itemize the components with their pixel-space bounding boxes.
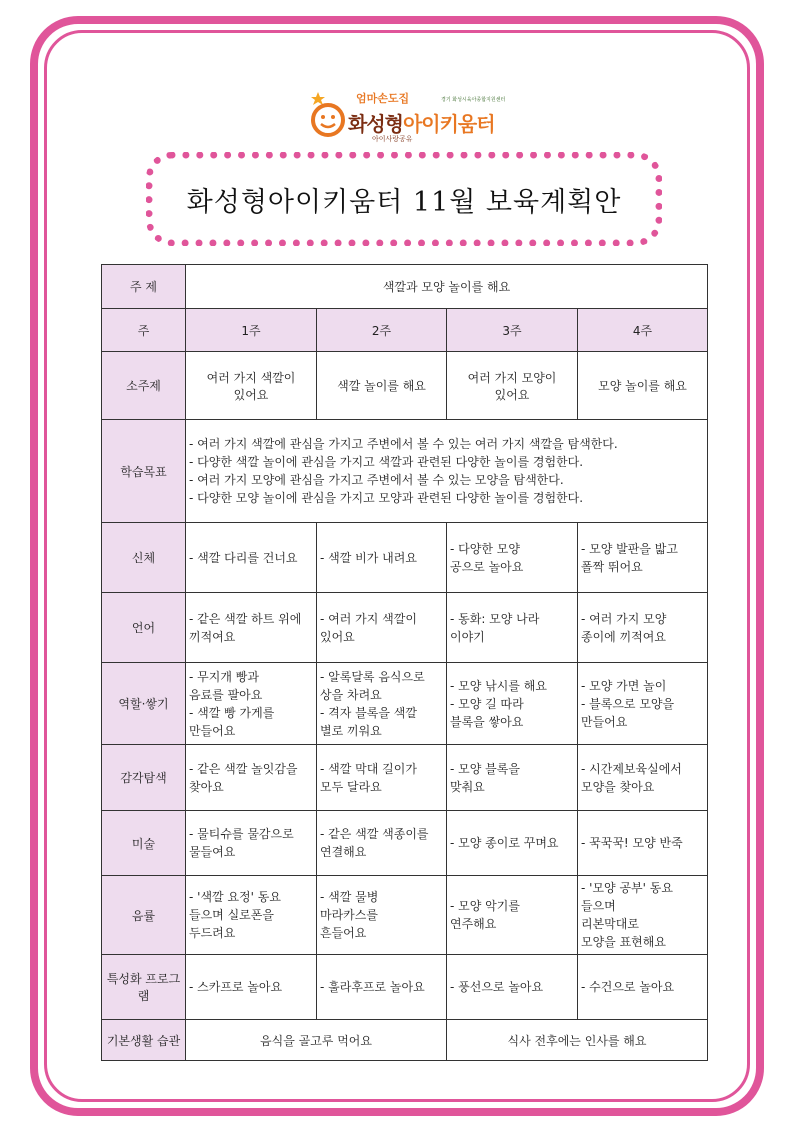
activity-cell <box>186 593 317 663</box>
cell-line: 만들어요 <box>189 723 236 738</box>
week-4-header: 4주 <box>578 309 708 352</box>
week-2-header: 2주 <box>317 309 447 352</box>
subtheme-week-4 <box>578 352 708 420</box>
subtheme-row <box>102 352 708 420</box>
activity-cell <box>317 745 447 811</box>
theme-row <box>102 265 708 309</box>
activity-cell <box>317 663 447 745</box>
cell-line: 찾아요 <box>189 779 224 794</box>
cell-line: - 모양 낚시를 해요 <box>450 678 547 693</box>
cell-line: - 모양 가면 놀이 <box>581 678 667 693</box>
cell-line: 모두 달라요 <box>320 779 382 794</box>
week-1-header: 1주 <box>186 309 317 352</box>
activity-cell <box>578 811 708 876</box>
weeks-label: 주 <box>102 309 186 352</box>
cell-line: - '모양 공부' 동요 <box>581 881 673 895</box>
habits-label: 기본생활 습관 <box>102 1020 186 1061</box>
cell-line: - '색깔 요정' 동요 <box>189 890 281 904</box>
activity-cell <box>186 811 317 876</box>
activity-label: 감각탐색 <box>102 745 186 811</box>
goal-line: - 다양한 색깔 놀이에 관심을 가지고 색깔과 관련된 다양한 놀이를 경험한다. <box>189 455 584 469</box>
cell-line: 물들여요 <box>189 845 236 859</box>
cell-line: 연결해요 <box>320 845 367 859</box>
activity-cell <box>578 523 708 593</box>
subtheme-line: 있어요 <box>233 387 269 402</box>
cell-line: 공으로 놀아요 <box>450 559 524 574</box>
activity-cell <box>317 523 447 593</box>
cell-line: - 같은 색깔 놀잇감을 <box>189 761 298 776</box>
activity-cell <box>317 876 447 955</box>
activity-row-sensory <box>102 745 708 811</box>
activity-cell <box>317 593 447 663</box>
activity-label: 신체 <box>102 523 186 593</box>
goal-line: - 여러 가지 모양에 관심을 가지고 주변에서 볼 수 있는 모양을 탐색한다. <box>189 473 564 487</box>
goals-content <box>186 420 708 523</box>
activity-label: 음률 <box>102 876 186 955</box>
cell-line: - 풍선으로 놀아요 <box>450 980 544 994</box>
smiley-logo-icon <box>306 90 350 138</box>
cell-line: - 여러 가지 모양 <box>581 611 667 626</box>
cell-line: - 색깔 다리를 건너요 <box>189 550 298 565</box>
activity-label: 특성화 프로그램 <box>102 955 186 1020</box>
cell-line: 두드려요 <box>189 926 236 940</box>
activity-cell <box>578 955 708 1020</box>
cell-line: - 모양 길 따라 <box>450 696 524 711</box>
cell-line: 끼적여요 <box>189 629 236 644</box>
cell-line: - 꾹꾹꾹! 모양 반죽 <box>581 836 683 850</box>
activity-label: 미술 <box>102 811 186 876</box>
cell-line: - 블록으로 모양을 <box>581 696 675 711</box>
goals-label: 학습목표 <box>102 420 186 523</box>
activity-cell <box>186 955 317 1020</box>
cell-line: - 격자 블록을 색깔 <box>320 705 417 720</box>
habits-value-1: 음식을 골고루 먹어요 <box>186 1020 447 1061</box>
weeks-row <box>102 309 708 352</box>
subtheme-line: 있어요 <box>494 387 530 402</box>
week-3-header: 3주 <box>447 309 578 352</box>
cell-line: 흔들어요 <box>320 926 367 940</box>
logo-tagline: 엄마손도집 <box>356 92 410 105</box>
cell-line: 종이에 끼적여요 <box>581 629 666 644</box>
cell-line: - 여러 가지 색깔이 <box>320 611 417 626</box>
cell-line: 마라카스를 <box>320 908 378 922</box>
activity-row-roleplay <box>102 663 708 745</box>
cell-line: - 시간제보육실에서 <box>581 761 682 776</box>
plan-table <box>101 264 708 1061</box>
goals-row <box>102 420 708 523</box>
activity-label: 역할·쌓기 <box>102 663 186 745</box>
cell-line: 모양을 표현해요 <box>581 935 666 949</box>
activity-row-special-program <box>102 955 708 1020</box>
cell-line: 이야기 <box>450 629 485 644</box>
subtheme-label: 소주제 <box>102 352 186 420</box>
habits-value-2: 식사 전후에는 인사를 해요 <box>447 1020 708 1061</box>
cell-line: - 모양 블록을 <box>450 761 520 776</box>
theme-label: 주 제 <box>102 265 186 309</box>
subtheme-line: 색깔 놀이를 해요 <box>337 379 426 393</box>
subtheme-week-3 <box>447 352 578 420</box>
cell-line: - 스카프로 놀아요 <box>189 980 283 994</box>
activity-label: 언어 <box>102 593 186 663</box>
activity-cell <box>578 663 708 745</box>
activity-cell <box>447 876 578 955</box>
activity-cell <box>578 745 708 811</box>
activity-cell <box>447 811 578 876</box>
logo <box>306 86 506 146</box>
activity-cell <box>578 876 708 955</box>
logo-name <box>348 108 495 137</box>
cell-line: 맞춰요 <box>450 779 485 794</box>
habits-row <box>102 1020 708 1061</box>
cell-line: 상을 차려요 <box>320 687 382 702</box>
cell-line: 만들어요 <box>581 714 628 729</box>
logo-organization: 경기 화성시육아종합지원센터 <box>441 97 506 103</box>
activity-cell <box>186 523 317 593</box>
cell-line: 음료를 팔아요 <box>189 687 263 702</box>
cell-line: - 수건으로 놀아요 <box>581 980 675 994</box>
cell-line: - 색깔 비가 내려요 <box>320 550 417 565</box>
activity-cell <box>186 745 317 811</box>
cell-line: - 색깔 빵 가게를 <box>189 705 275 720</box>
subtheme-line: 여러 가지 모양이 <box>467 370 557 385</box>
subtheme-week-2 <box>317 352 447 420</box>
cell-line: - 같은 색깔 하트 위에 <box>189 611 302 626</box>
cell-line: - 동화: 모양 나라 <box>450 611 540 626</box>
cell-line: - 색깔 막대 길이가 <box>320 761 417 776</box>
cell-line: 들으며 실로폰을 <box>189 908 274 922</box>
cell-line: - 같은 색깔 색종이를 <box>320 827 429 841</box>
cell-line: 있어요 <box>320 629 355 644</box>
cell-line: 별로 끼워요 <box>320 723 382 738</box>
page-title: 화성형아이키움터 11월 보육계획안 <box>186 186 622 218</box>
activity-cell <box>317 955 447 1020</box>
activity-row-physical <box>102 523 708 593</box>
cell-line: 리본막대로 <box>581 917 639 931</box>
goal-line: - 여러 가지 색깔에 관심을 가지고 주변에서 볼 수 있는 여러 가지 색깔을 탐색한다. <box>189 437 618 451</box>
logo-name-part1: 화성형 <box>348 112 403 136</box>
cell-line: - 훌라후프로 놀아요 <box>320 980 425 994</box>
subtheme-line: 모양 놀이를 해요 <box>598 379 687 393</box>
cell-line: - 물티슈를 물감으로 <box>189 827 294 841</box>
theme-value: 색깔과 모양 놀이를 해요 <box>186 265 708 309</box>
cell-line: - 다양한 모양 <box>450 541 520 556</box>
activity-cell <box>447 745 578 811</box>
activity-cell <box>186 876 317 955</box>
cell-line: - 모양 발판을 밟고 <box>581 541 678 556</box>
activity-cell <box>447 593 578 663</box>
cell-line: 블록을 쌓아요 <box>450 714 524 729</box>
activity-cell <box>317 811 447 876</box>
cell-line: - 알록달록 음식으로 <box>320 669 425 684</box>
activity-cell <box>447 523 578 593</box>
goal-line: - 다양한 모양 놀이에 관심을 가지고 모양과 관련된 다양한 놀이를 경험한다. <box>189 491 584 505</box>
cell-line: - 모양 종이로 꾸며요 <box>450 836 559 850</box>
subtheme-line: 여러 가지 색깔이 <box>206 370 296 385</box>
activity-row-art <box>102 811 708 876</box>
cell-line: - 무지개 빵과 <box>189 669 259 684</box>
logo-name-part2: 아이키움터 <box>402 112 495 136</box>
activity-cell <box>186 663 317 745</box>
title-box <box>146 152 662 246</box>
cell-line: - 색깔 물병 <box>320 890 379 904</box>
cell-line: 모양을 찾아요 <box>581 779 655 794</box>
activity-row-music <box>102 876 708 955</box>
cell-line: 들으며 <box>581 899 616 913</box>
cell-line: 폴짝 뛰어요 <box>581 559 643 574</box>
subtheme-week-1 <box>186 352 317 420</box>
activity-cell <box>447 955 578 1020</box>
activity-cell <box>447 663 578 745</box>
logo-slogan: 아이사랑공유 <box>372 135 413 143</box>
activity-row-language <box>102 593 708 663</box>
cell-line: 연주해요 <box>450 917 497 931</box>
cell-line: - 모양 악기를 <box>450 899 520 913</box>
activity-cell <box>578 593 708 663</box>
